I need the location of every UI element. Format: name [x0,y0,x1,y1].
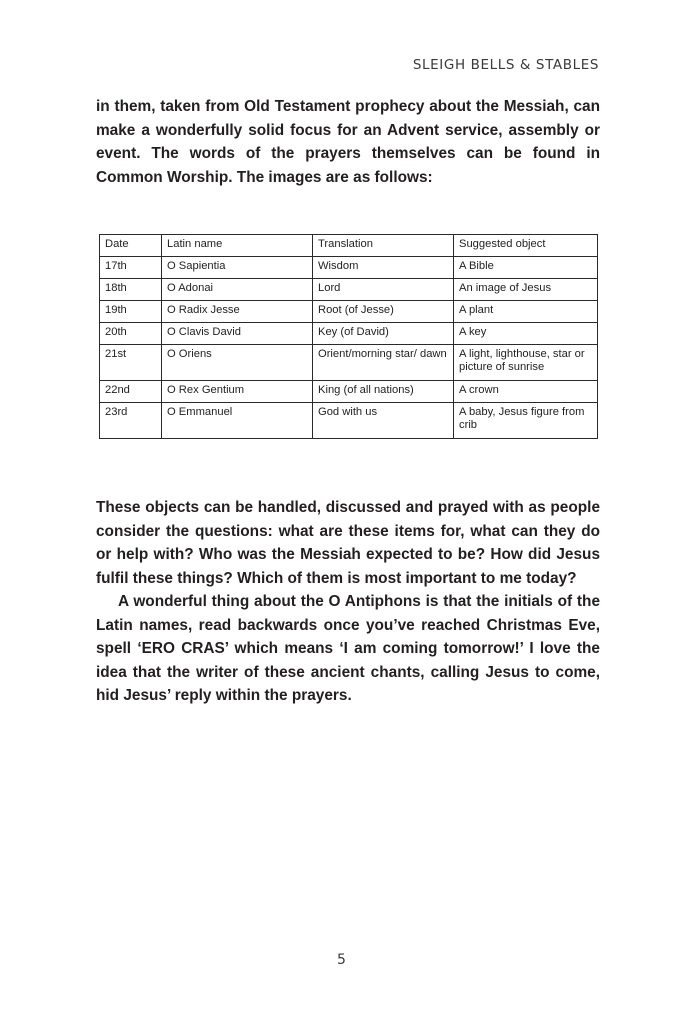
table-header-row [100,235,598,257]
cell-date: 19th [100,301,162,323]
cell-date: 23rd [100,403,162,439]
table-row [100,279,598,301]
table-row [100,403,598,439]
cell-suggested-object: An image of Jesus [454,279,598,301]
page-number: 5 [337,952,346,968]
cell-suggested-object: A light, lighthouse, star or picture of sunrise [454,345,598,381]
cell-latin-name: O Emmanuel [162,403,313,439]
cell-date: 20th [100,323,162,345]
cell-latin-name: O Adonai [162,279,313,301]
cell-suggested-object: A baby, Jesus figure from crib [454,403,598,439]
cell-translation: Wisdom [313,257,454,279]
cell-translation: Orient/morning star/ dawn [313,345,454,381]
column-header-suggested-object: Suggested object [454,235,598,257]
column-header-date: Date [100,235,162,257]
cell-translation: Key (of David) [313,323,454,345]
table-row [100,301,598,323]
cell-translation: God with us [313,403,454,439]
cell-latin-name: O Clavis David [162,323,313,345]
cell-date: 22nd [100,381,162,403]
cell-suggested-object: A crown [454,381,598,403]
cell-translation: Lord [313,279,454,301]
cell-suggested-object: A key [454,323,598,345]
closing-paragraphs-block [96,496,600,708]
objects-paragraph: These objects can be handled, discussed and prayed with as people consider the questions: what are these items for, what can they do or help with? Who was the Messiah expected to be? How did Jesus fulfil these things? Which of them is most important to me today? [96,499,600,587]
cell-date: 17th [100,257,162,279]
cell-translation: Root (of Jesse) [313,301,454,323]
table-row [100,381,598,403]
cell-latin-name: O Radix Jesse [162,301,313,323]
column-header-latin-name: Latin name [162,235,313,257]
cell-suggested-object: A Bible [454,257,598,279]
intro-paragraph: in them, taken from Old Testament prophecy about the Messiah, can make a wonderfully solid focus for an Advent service, assembly or event. The words of the prayers themselves can be found in Common Worship. The images are as follows: [96,98,600,186]
cell-date: 18th [100,279,162,301]
intro-paragraph-block [96,95,600,189]
cell-latin-name: O Sapientia [162,257,313,279]
table-row [100,257,598,279]
table-row [100,345,598,381]
cell-suggested-object: A plant [454,301,598,323]
column-header-translation: Translation [313,235,454,257]
cell-latin-name: O Oriens [162,345,313,381]
running-header-title: SLEIGH BELLS & STABLES [412,57,599,73]
o-antiphons-table [99,234,598,439]
cell-date: 21st [100,345,162,381]
antiphons-paragraph: A wonderful thing about the O Antiphons is that the initials of the Latin names, read backwards once you’ve reached Christmas Eve, spell ‘ERO CRAS’ which means ‘I am coming tomorrow!’ I love the idea that the writer of these ancient chants, calling Jesus to come, hid Jesus’ reply within the prayers. [96,593,600,704]
table-row [100,323,598,345]
cell-latin-name: O Rex Gentium [162,381,313,403]
cell-translation: King (of all nations) [313,381,454,403]
